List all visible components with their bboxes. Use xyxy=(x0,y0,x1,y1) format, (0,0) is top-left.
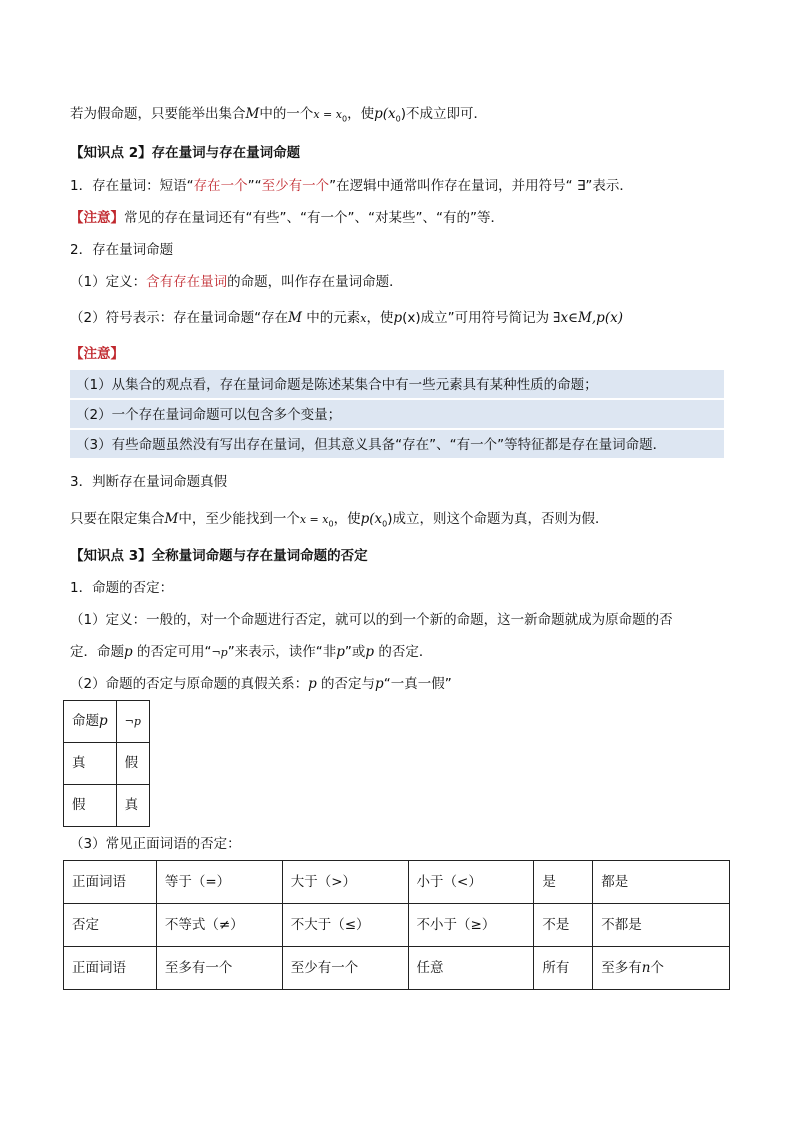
table-cell: 至多有一个 xyxy=(156,947,282,990)
negation-truth-relation: （2）命题的否定与原命题的真假关系：p 的否定与p“一真一假” xyxy=(70,676,452,692)
table-cell: 不大于（≤） xyxy=(282,904,408,947)
section-judge-truth: 3．判断存在量词命题真假 xyxy=(70,474,228,490)
table-row xyxy=(64,861,730,904)
table-cell: 不小于（≥） xyxy=(408,904,534,947)
paragraph-false-proposition: 若为假命题，只要能举出集合M中的一个$x = x_0$，使$p(x_0)$不成立即可． xyxy=(70,106,487,124)
judge-truth-rule: 只要在限定集合M中，至少能找到一个$x = x_0$，使$p(x_0)$成立，则这个命题为真，否则为假． xyxy=(70,511,609,529)
existential-proposition-notation: （2）符号表示：存在量词命题“存在M 中的元素x，使p(x)成立”可用符号简记为 ∃x∈M,p(x) xyxy=(70,310,623,326)
table-row xyxy=(64,701,150,743)
table-cell: 不是 xyxy=(534,904,593,947)
heading-knowledge-point-2: 【知识点 2】存在量词与存在量词命题 xyxy=(70,145,301,161)
table-cell: 否定 xyxy=(64,904,157,947)
note-item: （1）从集合的观点看，存在量词命题是陈述某集合中有一些元素具有某种性质的命题； xyxy=(70,370,724,400)
heading-knowledge-point-3: 【知识点 3】全称量词命题与存在量词命题的否定 xyxy=(70,548,368,564)
section-existential-proposition: 2．存在量词命题 xyxy=(70,242,174,258)
negation-definition-line2: 定．命题p 的否定可用“¬p”来表示，读作“非p”或p 的否定． xyxy=(70,644,433,660)
common-words-negation-heading: （3）常见正面词语的否定： xyxy=(70,836,241,852)
table-cell: 正面词语 xyxy=(64,947,157,990)
table-cell: 正面词语 xyxy=(64,861,157,904)
note-box xyxy=(70,370,724,460)
table-cell: 任意 xyxy=(408,947,534,990)
section-negation: 1．命题的否定： xyxy=(70,580,174,596)
table-cell: 假 xyxy=(116,743,149,785)
table-row xyxy=(64,785,150,827)
table-cell: 至多有n个 xyxy=(593,947,730,990)
table-cell: 所有 xyxy=(534,947,593,990)
table-cell: 大于（>） xyxy=(282,861,408,904)
note-item: （3）有些命题虽然没有写出存在量词，但其意义具备“存在”、“有一个”等特征都是存在量词命题． xyxy=(70,430,724,460)
table-cell: 都是 xyxy=(593,861,730,904)
table-cell: 假 xyxy=(64,785,117,827)
table-cell: ¬p xyxy=(116,701,149,743)
table-cell: 命题p xyxy=(64,701,117,743)
table-cell: 是 xyxy=(534,861,593,904)
existential-quantifier-definition: 1．存在量词：短语“存在一个”“至少有一个”在逻辑中通常叫作存在量词，并用符号“ ∃”表示． xyxy=(70,178,633,194)
table-cell: 不都是 xyxy=(593,904,730,947)
table-cell: 小于（<） xyxy=(408,861,534,904)
table-cell: 真 xyxy=(116,785,149,827)
table-row xyxy=(64,947,730,990)
table-cell: 至少有一个 xyxy=(282,947,408,990)
table-cell: 等于（=） xyxy=(156,861,282,904)
table-row xyxy=(64,743,150,785)
truth-table xyxy=(63,700,150,827)
existential-proposition-definition: （1）定义：含有存在量词的命题，叫作存在量词命题． xyxy=(70,274,403,290)
note-item: （2）一个存在量词命题可以包含多个变量； xyxy=(70,400,724,430)
note-heading: 【注意】 xyxy=(70,346,124,362)
table-cell: 不等式（≠） xyxy=(156,904,282,947)
table-cell: 真 xyxy=(64,743,117,785)
negation-words-table xyxy=(63,860,730,990)
negation-definition-line1: （1）定义：一般的，对一个命题进行否定，就可以的到一个新的命题，这一新命题就成为原命题的否 xyxy=(70,612,673,628)
note-common-quantifiers: 【注意】常见的存在量词还有“有些”、“有一个”、“对某些”、“有的”等． xyxy=(70,210,504,226)
table-row xyxy=(64,904,730,947)
